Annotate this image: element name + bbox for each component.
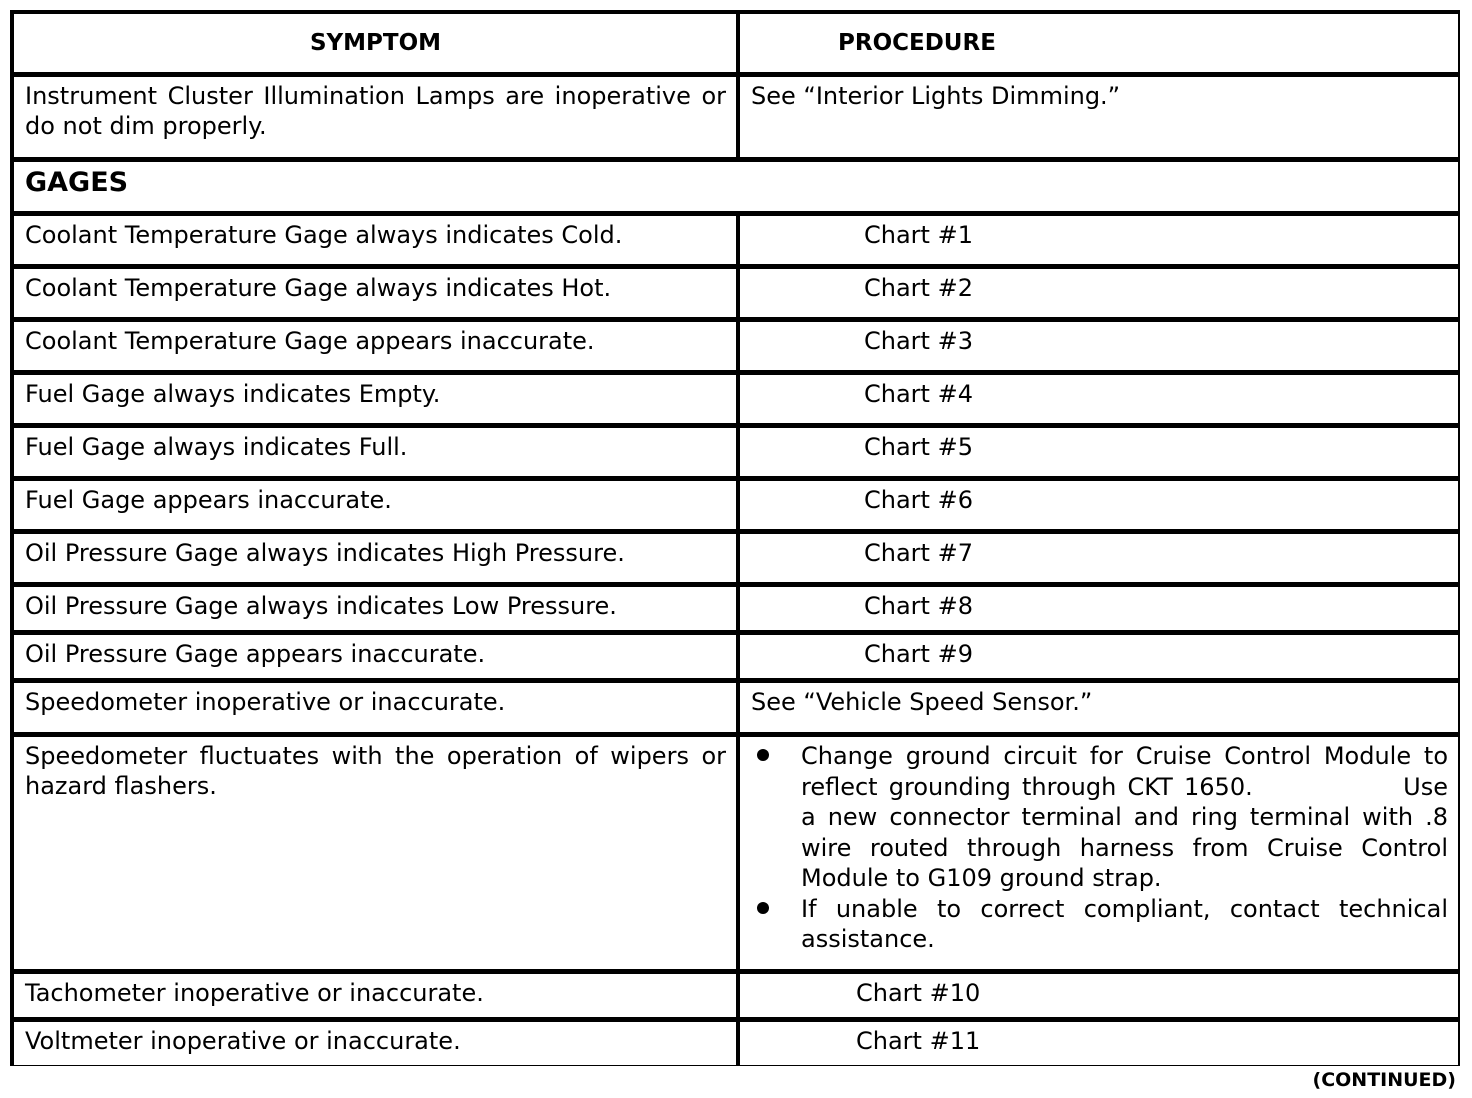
bullet-icon <box>757 902 769 914</box>
symptom-cell: Coolant Temperature Gage always indicates Hot. <box>14 269 736 317</box>
symptom-cell: Coolant Temperature Gage appears inaccurate. <box>14 322 736 370</box>
procedure-cell: Chart #10 <box>740 974 1458 1017</box>
procedure-cell: Chart #4 <box>740 375 1458 423</box>
procedure-bullet <box>751 894 1448 955</box>
procedure-cell: Chart #6 <box>740 481 1458 529</box>
bullet-text: Use a new connector terminal and ring terminal with .8 wire routed through harness from Cruise Control Module to G109 ground strap. <box>801 772 1448 892</box>
symptom-cell: Oil Pressure Gage always indicates High Pressure. <box>14 534 736 582</box>
procedure-cell <box>740 737 1458 969</box>
header-symptom: SYMPTOM <box>14 14 736 72</box>
section-heading-gages: GAGES <box>14 162 1458 211</box>
procedure-bullet <box>751 741 1448 894</box>
symptom-cell: Speedometer fluctuates with the operation of wipers or hazard flashers. <box>14 737 736 969</box>
bullet-icon <box>757 749 769 761</box>
procedure-cell: Chart #5 <box>740 428 1458 476</box>
symptom-cell: Fuel Gage always indicates Empty. <box>14 375 736 423</box>
symptom-cell: Tachometer inoperative or inaccurate. <box>14 974 736 1017</box>
procedure-cell: Chart #1 <box>740 216 1458 264</box>
procedure-cell: See “Vehicle Speed Sensor.” <box>740 683 1458 732</box>
header-procedure: PROCEDURE <box>740 14 1458 72</box>
procedure-cell: Chart #3 <box>740 322 1458 370</box>
procedure-bullet-list <box>751 741 1448 955</box>
procedure-cell: Chart #2 <box>740 269 1458 317</box>
symptom-cell: Oil Pressure Gage appears inaccurate. <box>14 635 736 678</box>
procedure-cell: Chart #8 <box>740 587 1458 630</box>
procedure-cell: Chart #9 <box>740 635 1458 678</box>
symptom-cell: Fuel Gage always indicates Full. <box>14 428 736 476</box>
symptom-cell: Oil Pressure Gage always indicates Low Pressure. <box>14 587 736 630</box>
symptom-cell: Voltmeter inoperative or inaccurate. <box>14 1022 736 1065</box>
procedure-cell: Chart #11 <box>740 1022 1458 1065</box>
symptom-cell: Coolant Temperature Gage always indicates Cold. <box>14 216 736 264</box>
diagnosis-table <box>10 10 1460 1066</box>
bullet-text: If unable to correct compliant, contact technical assistance. <box>801 894 1448 953</box>
procedure-cell: See “Interior Lights Dimming.” <box>740 77 1458 157</box>
procedure-cell: Chart #7 <box>740 534 1458 582</box>
symptom-cell: Instrument Cluster Illumination Lamps are inoperative or do not dim properly. <box>14 77 736 157</box>
bullet-text: Change ground circuit for Cruise Control Module to reflect grounding through CKT 1650. <box>801 742 1448 801</box>
symptom-cell: Fuel Gage appears inaccurate. <box>14 481 736 529</box>
continued-label: (CONTINUED) <box>1312 1069 1456 1091</box>
symptom-cell: Speedometer inoperative or inaccurate. <box>14 683 736 732</box>
